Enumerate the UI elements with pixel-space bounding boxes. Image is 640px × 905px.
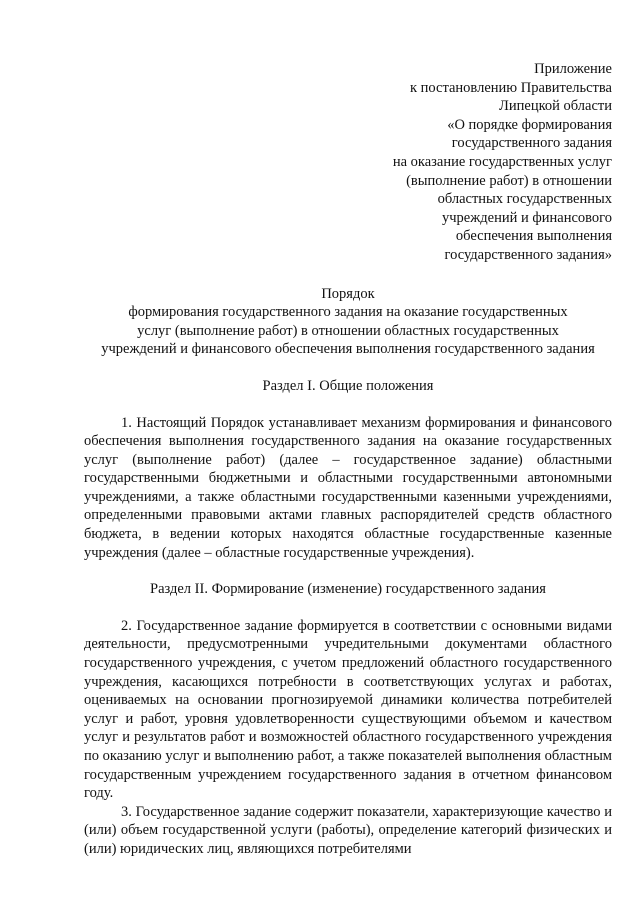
appendix-line: (выполнение работ) в отношении: [406, 172, 612, 189]
title-line: формирования государственного задания на оказание государственных: [128, 304, 568, 321]
appendix-line: государственного задания: [451, 135, 612, 152]
appendix-line: областных государственных: [437, 191, 612, 208]
paragraph-2: 2. Государственное задание формируется в соответствии с основными видами деятельности, предусмотренными учредительными документами областного государственного учреждения, с учетом предложений областного государственного учреждения, касающихся потребности в соответствующих услугах и работах, оцениваемых на основании прогнозируемой динамики количества потребителей услуг и работ, уровня удовлетворенности существующими объемом и качеством услуг и результатов работ и возможностей областного государственного учреждения по оказанию услуг и выполнению работ, а также показателей выполнения областным государственным учреждением государственного задания в отчетном финансовом году.: [84, 617, 612, 802]
appendix-line: Липецкой области: [499, 98, 612, 115]
paragraph-3: 3. Государственное задание содержит показатели, характеризующие качество и (или) объем государственной услуги (работы), определение категорий физических и (или) юридических лиц, являющихся потребителями: [84, 803, 612, 857]
appendix-line: обеспечения выполнения: [455, 228, 612, 245]
title-line: услуг (выполнение работ) в отношении областных государственных: [137, 322, 559, 339]
appendix-line: Приложение: [534, 61, 612, 77]
title-line: Порядок: [321, 285, 375, 302]
paragraph-1: 1. Настоящий Порядок устанавливает механизм формирования и финансового обеспечения выполнения государственного задания на оказание государственных услуг (выполнение работ) (далее – государственное задание) областными государственными бюджетными и областными государственными автономными учреждениями, а также областными государственными казенными учреждениями, определенными правовыми актами главных распорядителей средств областного бюджета, в ведении которых находятся областные государственные казенные учреждения (далее – областные государственные учреждения).: [84, 414, 612, 561]
appendix-line: к постановлению Правительства: [410, 79, 612, 96]
appendix-line: учреждений и финансового: [442, 209, 612, 226]
document-page: [84, 60, 612, 859]
appendix-header: [84, 60, 612, 265]
section-1-heading: Раздел I. Общие положения: [262, 377, 434, 394]
appendix-line: «О порядке формирования: [447, 116, 612, 133]
appendix-line: на оказание государственных услуг: [392, 153, 612, 170]
appendix-line: государственного задания»: [444, 246, 612, 263]
document-title: [84, 285, 612, 359]
section-2-heading: Раздел II. Формирование (изменение) государственного задания: [150, 581, 546, 598]
title-line: учреждений и финансового обеспечения выполнения государственного задания: [101, 341, 595, 358]
